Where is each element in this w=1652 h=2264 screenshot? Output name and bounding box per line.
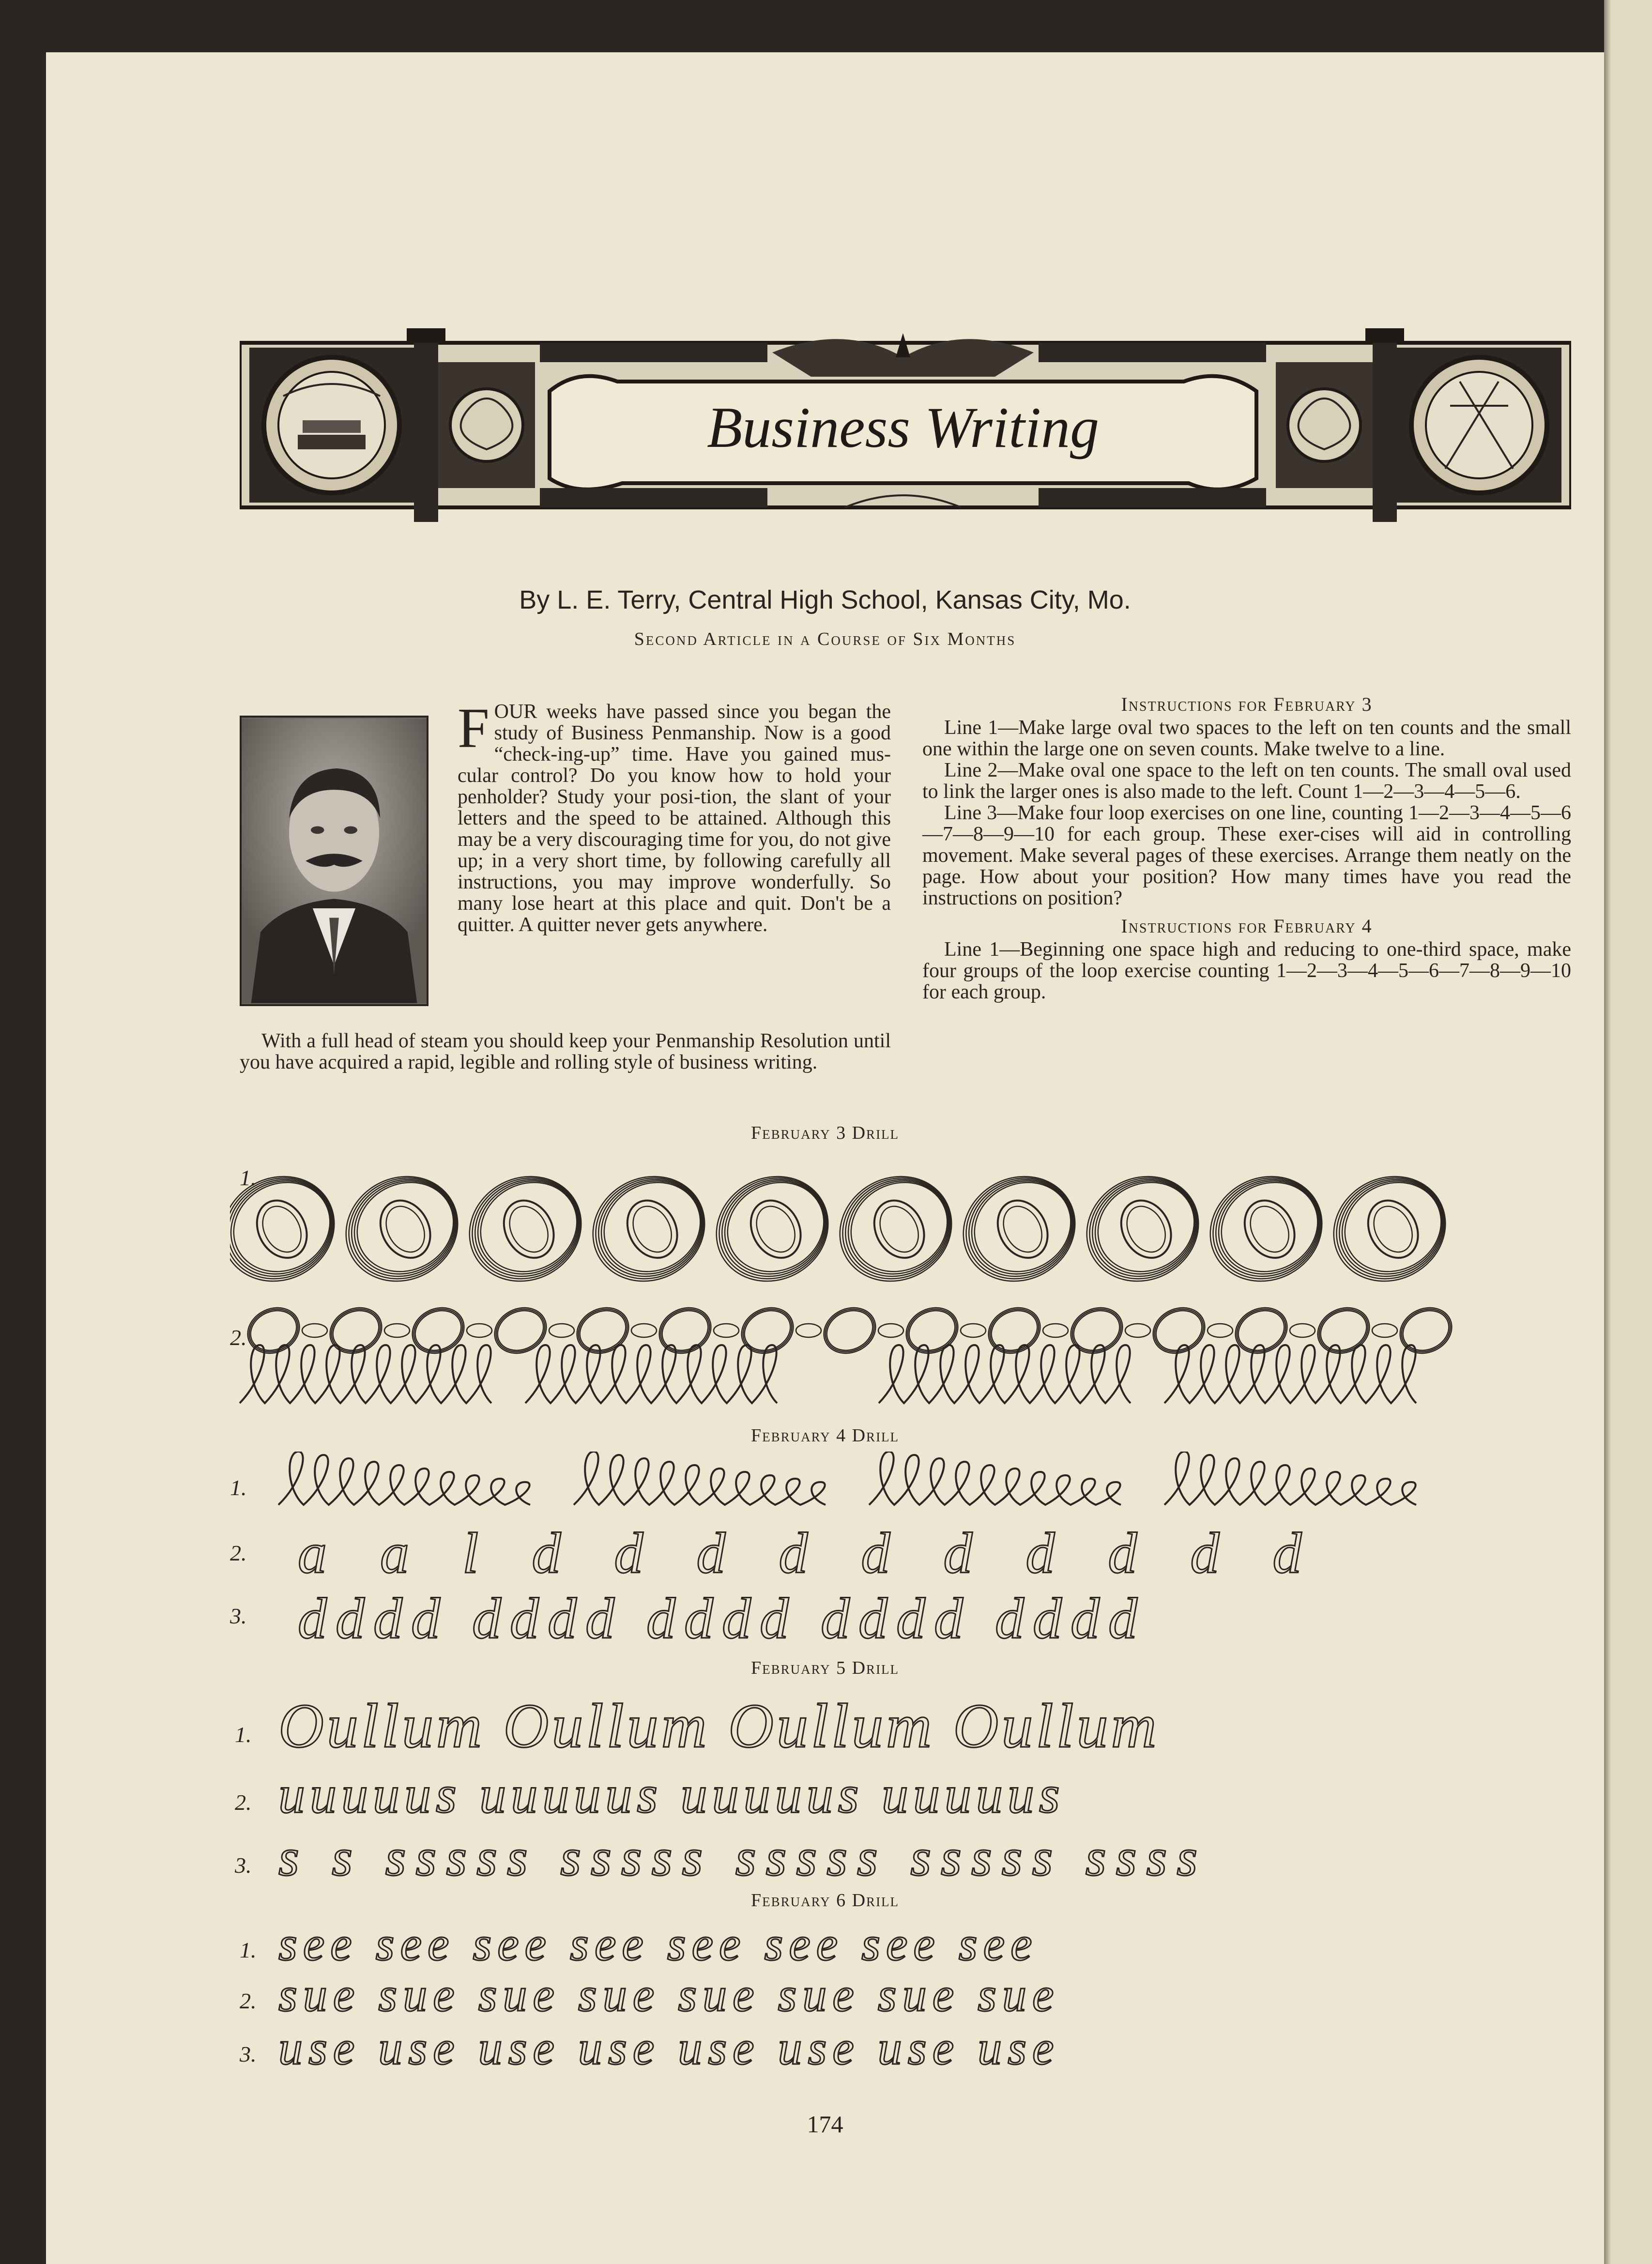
feb4-drill-label: February 4 Drill xyxy=(750,1425,900,1446)
svg-text:3.: 3. xyxy=(240,2042,257,2066)
svg-text:1.: 1. xyxy=(240,1165,257,1190)
intro-text: OUR weeks have passed since you began the study of Business Penmanship. Now is a good “check-ing-up” time. Have you gained mus-cular control? Do you know how to hold your penholder? Study your posi-tion, the slant of your letters and the speed to be attained. Although this may be a very discouraging time for you, do not give up; in a very short time, by following carefully all instructions, you may improve wonderfully. So many lose heart at this place and quit. Don't be a quitter. A quitter never gets anywhere. xyxy=(458,701,891,936)
spine-shadow xyxy=(1604,0,1611,2264)
feb4-line1: Line 1—Beginning one space high and reducing to one-third space, make four groups of the loop exercise counting 1—2—3—4—5—6—7—8—9—10 for each group. xyxy=(922,938,1571,1003)
feb3-instructions-heading: Instructions for February 3 xyxy=(1121,693,1373,715)
intro-paragraph xyxy=(458,696,891,936)
linked-ovals-row xyxy=(240,1300,1459,1361)
business-writing-banner xyxy=(240,323,1571,536)
svg-text:a a l d d d d d d d d d d: a a l d d d d d d d d d d xyxy=(298,1521,1321,1585)
intro-closing: With a full head of steam you should keep your Penmanship Resolution until you have acquired a rapid, legible and rolling style of business writing. xyxy=(240,1030,891,1073)
svg-text:sue sue sue sue sue sue: sue sue sue sue sue sue sue sue xyxy=(278,1968,1060,2021)
svg-text:1.: 1. xyxy=(235,1722,252,1747)
article-byline: By L. E. Terry, Central High School, Kansas City, Mo. xyxy=(519,585,1131,614)
banner-title: Business Writing xyxy=(706,395,1100,459)
svg-text:see see see see see see: see see see see see see see see xyxy=(278,1917,1038,1971)
feb4-drill-handwriting xyxy=(230,1452,1586,1660)
left-wreath-emblem xyxy=(249,348,414,503)
feb6-drill-label: February 6 Drill xyxy=(750,1890,900,1911)
svg-text:dddd dddd dddd dddd dddd: dddd dddd dddd dddd dddd xyxy=(298,1586,1146,1651)
page-number: 174 xyxy=(807,2111,843,2138)
large-ovals-row xyxy=(230,1157,1464,1300)
feb3-line3: Line 3—Make four loop exercises on one line, counting 1—2—3—4—5—6—7—8—9—10 for each group. These exer-cises will aid in controlling movement. Make several pages of these exercises. Arrange them neatly on the page. How about your position? How many times have you read the instructions on position? xyxy=(922,802,1571,909)
feb6-drill-handwriting xyxy=(230,1916,1586,2076)
author-portrait xyxy=(240,716,428,1006)
drop-cap: F xyxy=(458,696,489,760)
feb5-drill-handwriting xyxy=(230,1684,1586,1902)
right-wreath-emblem xyxy=(1397,348,1561,503)
instructions-column xyxy=(922,694,1571,1003)
feb4-instructions-heading: Instructions for February 4 xyxy=(1121,915,1373,937)
feb5-drill-label: February 5 Drill xyxy=(750,1658,900,1678)
magazine-page xyxy=(46,52,1604,2264)
feb3-line1: Line 1—Make large oval two spaces to the left on ten counts and the small one within the large one on seven counts. Make twelve to a line. xyxy=(922,717,1571,760)
loop-exercise-row xyxy=(240,1345,1416,1403)
svg-text:2.: 2. xyxy=(235,1790,252,1815)
svg-text:3.: 3. xyxy=(230,1604,247,1628)
book-spine xyxy=(1604,0,1652,2264)
feb3-line2: Line 2—Make oval one space to the left on ten counts. The small oval used to link the larger ones is also made to the left. Count 1—2—3—4—5—6. xyxy=(922,759,1571,803)
feb3-drill-handwriting xyxy=(230,1151,1586,1423)
svg-text:2.: 2. xyxy=(230,1325,247,1350)
svg-text:Oullum Oullum Oullum Oullum: Oullum Oullum Oullum Oullum xyxy=(278,1691,1160,1761)
svg-text:use use use use use use: use use use use use use use use xyxy=(278,2021,1060,2075)
feb3-drill-label: February 3 Drill xyxy=(750,1123,900,1143)
svg-text:1.: 1. xyxy=(240,1938,257,1962)
svg-text:s s sssss sssss sssss sssss s: s s sssss sssss sssss sssss ssss xyxy=(278,1828,1207,1887)
svg-text:2.: 2. xyxy=(240,1989,257,2013)
svg-text:3.: 3. xyxy=(235,1853,252,1878)
svg-text:uuuuus uuuuus uuuuus uuuuus: uuuuus uuuuus uuuuus uuuuus xyxy=(278,1765,1065,1824)
svg-text:2.: 2. xyxy=(230,1541,247,1565)
svg-text:1.: 1. xyxy=(230,1475,247,1500)
article-subtitle: Second Article in a Course of Six Months xyxy=(634,629,1016,649)
